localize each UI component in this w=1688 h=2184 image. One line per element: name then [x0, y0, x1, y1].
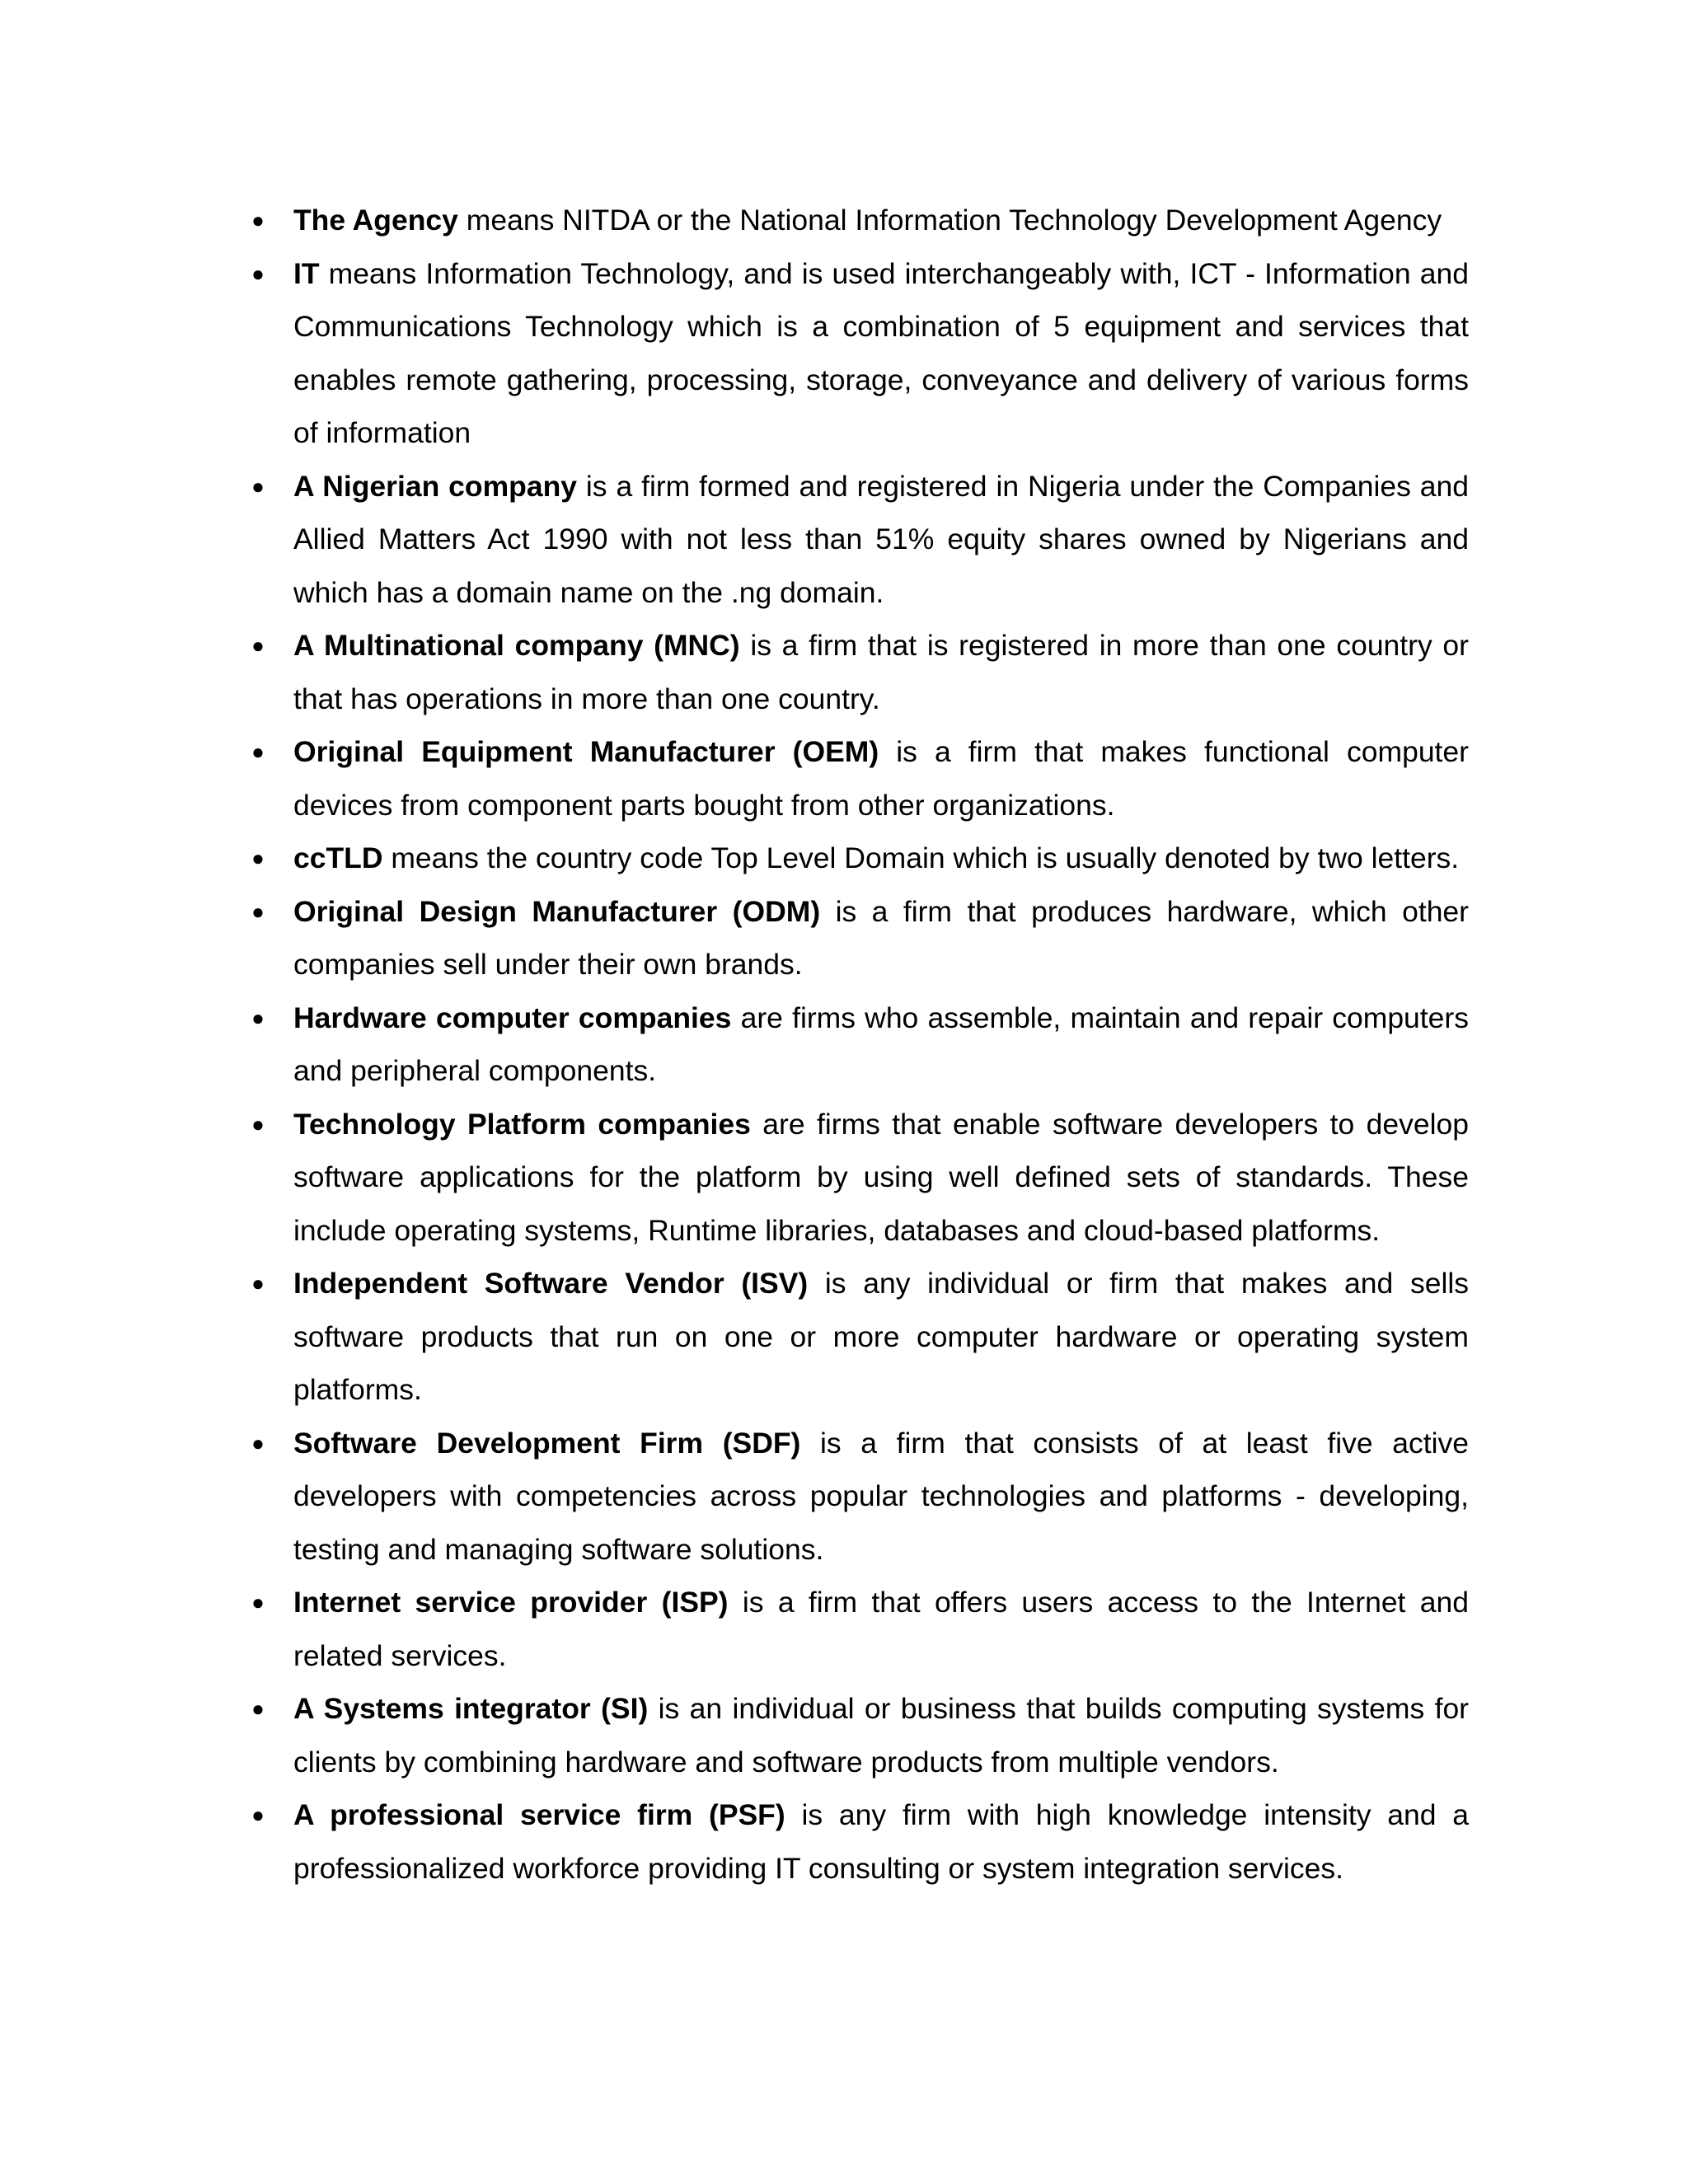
- definition-text: is an individual or business that builds computing systems for clients by combining hardware and software products from multiple vendors.: [293, 1692, 1470, 1779]
- definition-text: means Information Technology, and is used interchangeably with, ICT - Information and Communications Technology which is a combination of 5 equipment and services that enables remote gathering, processing, storage, conveyance and delivery of various forms of information: [293, 256, 1469, 449]
- definition-term: Internet service provider (ISP): [293, 1586, 729, 1619]
- definition-text: is any individual or firm that makes and sells software products that run on one or more computer hardware or operating system platforms.: [293, 1267, 1469, 1406]
- bullet-icon: ●: [251, 633, 265, 658]
- definition-item-platform-companies: [251, 1098, 1470, 1258]
- definition-item-oem: [251, 725, 1469, 832]
- definition-text: is a firm that is registered in more than one country or that has operations in more than one country.: [293, 629, 1469, 715]
- definitions-list: [251, 194, 1470, 1895]
- definition-term: A Systems integrator (SI): [293, 1692, 649, 1725]
- bullet-icon: ●: [251, 208, 265, 232]
- definition-item-si: [251, 1682, 1470, 1788]
- definition-item-it: [251, 247, 1469, 460]
- definition-term: ccTLD: [293, 841, 383, 874]
- definition-text: means NITDA or the National Information Technology Development Agency: [457, 204, 1442, 237]
- definition-text: is any firm with high knowledge intensity and a professionalized workforce providing IT consulting or system integration services.: [293, 1798, 1469, 1885]
- definition-text: is a firm that produces hardware, which other companies sell under their own brands.: [293, 894, 1469, 981]
- definition-term: Hardware computer companies: [293, 1001, 732, 1034]
- definition-term: A Nigerian company: [293, 469, 578, 503]
- definition-text: is a firm that offers users access to the Internet and related services.: [293, 1586, 1469, 1672]
- definition-text: means the country code Top Level Domain which is usually denoted by two letters.: [382, 841, 1460, 874]
- bullet-icon: ●: [251, 1802, 265, 1827]
- bullet-icon: ●: [251, 473, 265, 499]
- definition-item-hardware-companies: [251, 991, 1469, 1098]
- bullet-icon: ●: [251, 898, 265, 924]
- bullet-icon: ●: [251, 1111, 265, 1137]
- definition-item-isp: [251, 1576, 1469, 1682]
- bullet-icon: ●: [251, 1005, 265, 1030]
- bullet-icon: ●: [251, 1430, 265, 1455]
- bullet-icon: ●: [251, 260, 265, 286]
- definition-term: The Agency: [293, 204, 458, 237]
- definition-term: Technology Platform companies: [293, 1107, 751, 1141]
- definition-term: Software Development Firm (SDF): [293, 1426, 801, 1460]
- definition-term: Original Equipment Manufacturer (OEM): [293, 735, 879, 768]
- definition-item-sdf: [251, 1417, 1469, 1577]
- definition-item-odm: [251, 885, 1469, 991]
- bullet-icon: ●: [251, 1590, 265, 1615]
- bullet-icon: ●: [251, 1271, 265, 1296]
- definition-term: IT: [293, 256, 320, 290]
- definition-term: Original Design Manufacturer (ODM): [293, 894, 821, 928]
- definition-text: is a firm formed and registered in Nigeria under the Companies and Allied Matters Act 1990 with not less than 51% equity shares owned by Nigerians and which has a domain name on the .ng domain.: [293, 469, 1469, 609]
- definition-item-cctld: [251, 832, 1469, 885]
- definition-text: is a firm that consists of at least five active developers with competencies across popular technologies and platforms - developing, testing and managing software solutions.: [293, 1426, 1469, 1566]
- definition-term: A Multinational company (MNC): [293, 629, 740, 662]
- definition-text: are firms who assemble, maintain and repair computers and peripheral components.: [293, 1001, 1469, 1087]
- definition-term: Independent Software Vendor (ISV): [293, 1267, 809, 1300]
- definition-item-mnc: [251, 619, 1469, 725]
- bullet-icon: ●: [251, 1696, 265, 1721]
- bullet-icon: ●: [251, 846, 265, 870]
- definition-text: is a firm that makes functional computer devices from component parts bought from other organizations.: [293, 735, 1469, 822]
- definition-text: are firms that enable software developers to develop software applications for the platform by using well defined sets of standards. These include operating systems, Runtime libraries, databases and cloud-based platforms.: [293, 1107, 1470, 1247]
- definition-term: A professional service firm (PSF): [293, 1798, 785, 1831]
- definition-item-psf: [251, 1788, 1469, 1895]
- definition-item-nigerian-company: [251, 460, 1469, 620]
- definition-item-agency: [251, 194, 1469, 247]
- definition-item-isv: [251, 1257, 1469, 1417]
- bullet-icon: ●: [251, 739, 265, 764]
